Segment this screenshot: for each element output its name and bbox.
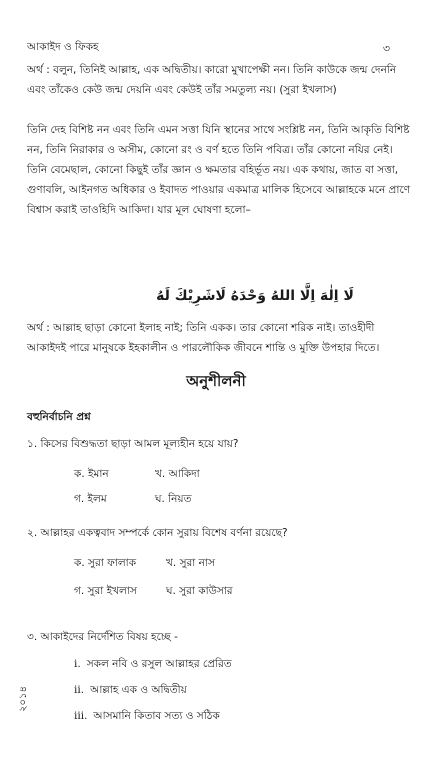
statement-numeral: i. bbox=[74, 658, 81, 670]
question-1: ১. কিসের বিশুদ্ধতা ছাড়া আমল মূল্যহীন হয়ে যায়? bbox=[27, 438, 239, 450]
question-2: ২. আল্লাহর একত্ববাদ সম্পর্কে কোন সুরায় বিশেষ বর্ণনা রয়েছে? bbox=[27, 527, 288, 539]
q1-option-b: খ. আকিদা bbox=[155, 468, 200, 480]
q3-statement-1 bbox=[74, 657, 232, 674]
statement-text: সকল নবি ও রসুল আল্লাহর প্রেরিত bbox=[86, 658, 232, 670]
page-number: ৩ bbox=[382, 42, 390, 55]
statement-numeral: iii. bbox=[74, 710, 88, 722]
question-3: ৩. আকাইদের নির্দেশিত বিষয় হচ্ছে - bbox=[27, 631, 178, 643]
q1-option-c: গ. ইলম bbox=[74, 493, 107, 505]
q3-statement-2 bbox=[74, 683, 187, 700]
q2-option-a: ক. সুরা ফালাক bbox=[74, 557, 137, 569]
section-title: অনুশীলনী bbox=[186, 372, 246, 390]
q1-option-a: ক. ইমান bbox=[74, 468, 109, 480]
statement-numeral: ii. bbox=[74, 684, 85, 696]
q2-option-b: খ. সুরা নাস bbox=[166, 557, 215, 569]
q2-option-c: গ. সুরা ইখলাস bbox=[74, 585, 137, 597]
statement-text: আল্লাহ এক ও অদ্বিতীয় bbox=[90, 684, 187, 696]
meaning-paragraph: অর্থ : আল্লাহ ছাড়া কোনো ইলাহ নাই; তিনি একক। তার কোনো শরিক নাই। তাওহীদী আকাইদই পারে মানুষকে ইহকালীন ও পারলৌকিক জীবনে শান্তি ও মুক্তি উপহার দিতে। bbox=[27, 322, 380, 354]
q3-statement-3 bbox=[74, 709, 220, 726]
translation-paragraph: অর্থ : বলুন, তিনিই আল্লাহ, এক অদ্বিতীয়। কারো মুখাপেক্ষী নন। তিনি কাউকে জন্ম দেননি এবং তাঁকেও কেউ জন্ম দেয়নি এবং কেউই তাঁর সমতুল্য নয়। (সুরা ইখলাস) bbox=[27, 64, 397, 96]
running-header: আকাইদ ও ফিকহ bbox=[27, 41, 99, 53]
side-year-number: ২০১৪ bbox=[18, 686, 29, 712]
statement-text: আসমানি কিতাব সত্য ও সঠিক bbox=[93, 710, 220, 722]
arabic-declaration: لَا اِلٰهَ اِلَّا اللهُ وَحْدَهُ لَاشَرِيْكَ لَهُ bbox=[156, 288, 354, 304]
q1-option-d: ঘ. নিয়ত bbox=[155, 493, 192, 505]
tawhid-paragraph: তিনি দেহ বিশিষ্ট নন এবং তিনি এমন সত্তা যিনি স্থানের সাথে সংশ্লিষ্ট নন, তিনি আকৃতি বিশিষ্ট নন, তিনি নিরাকার ও অসীম, কোনো রং ও বর্ণ হতে তিনি পবিত্র। তাঁর কোনো নযির নেই। তিনি বেমেছাল, কোনো কিছুই তাঁর জ্ঞান ও ক্ষমতার বহির্ভূত নয়। এক কথায়, জাত বা সত্তা, গুণাবলি, আইনগত অধিকার ও ইবাদত পাওয়ার একমাত্র মালিক হিসেবে আল্লাহকে মনে প্রাণে বিশ্বাস করাই তাওহিদি আকিদা। যার মূল ঘোষণা হলো– bbox=[27, 124, 411, 216]
q2-option-d: ঘ. সুরা কাউসার bbox=[166, 585, 233, 597]
subsection-title: বহুনির্বাচনি প্রশ্ন bbox=[27, 411, 91, 423]
